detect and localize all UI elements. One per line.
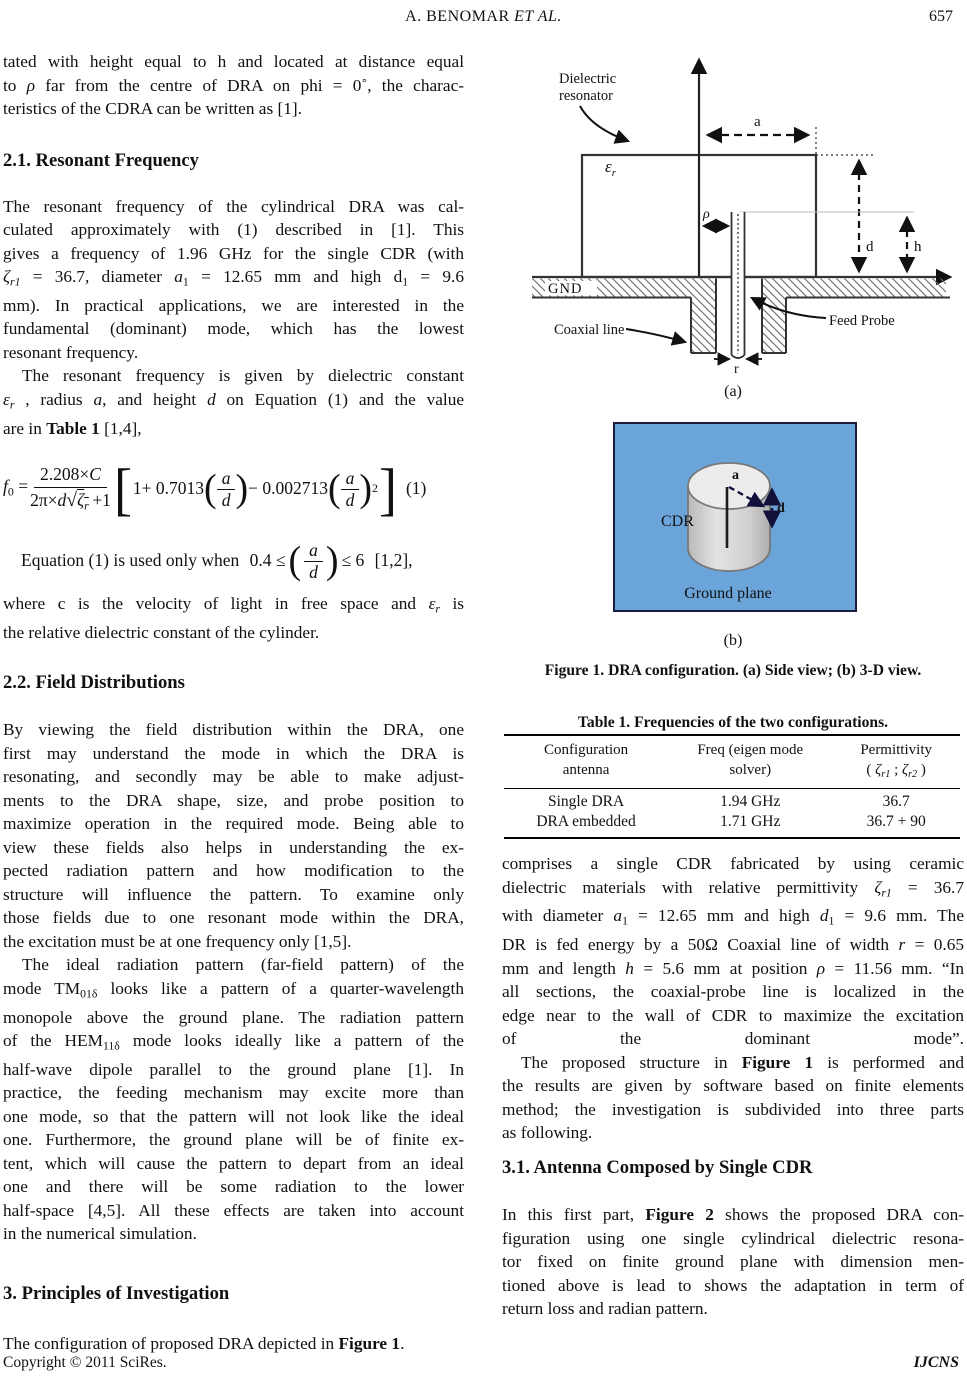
table-row: Single DRA 1.94 GHz 36.7 [547, 792, 910, 810]
left-column [3, 50, 464, 1355]
eq-lhs: $f_0$ = [3, 475, 29, 498]
paragraph-2-2-a: By viewing the field distribution within the DRA, one first may understand the mode in which the DRA is resonating, and secondly may be able to make adjust- ments to the DRA shape, size, and probe position to maximize operation in the required mode. Being able to view these fields also helps in understanding the ex- pected radiation pattern and how modification to the structure will influence the pattern. To examine only those fields due to one resonant mode within the DRA, the excitation must be at one frequency only [1,5]. [3, 720, 464, 951]
heading-3-1: 3.1. Antenna Composed by Single CDR [502, 1157, 813, 1178]
gnd-label: GND [548, 281, 583, 297]
feed-probe-label: Feed Probe [829, 313, 895, 329]
dim-a-label: a [754, 114, 761, 130]
paragraph-3-1: In this first part, Figure 2 shows the proposed DRA con- figuration using one single cylindrical dielectric resona- tor fixed on finite ground plane with dimension men- tioned above is lead to shows the adaptation in term of return loss and radian pattern. [502, 1205, 965, 1318]
page-number: 657 [929, 8, 953, 25]
dim-rho-label: ρ [703, 207, 710, 222]
footer-journal: IJCNS [913, 1354, 959, 1371]
paragraph-2-2-b: The ideal radiation pattern (far-field pattern) of the mode TM01δ looks like a pattern of a quarter-wavelength monopole above the ground plane. The radiation pattern of the HEM11δ mode looks ideally like a pattern of the half-wave dipole parallel to the ground plane [1]. In practice, the feeding mechanism may excite more than one mode, so that the pattern will not look like the ideal one. Furthermore, the ground plane will be of finite ex- tent, which will cause the pattern to depart from an ideal one and there will be some radiation to the lower half-space [4,5]. All these effects are taken into account in the numerical simulation. [3, 955, 464, 1244]
epsilon-r-label: $\varepsilon_r$ [605, 157, 616, 179]
dim-d-label: d [866, 239, 874, 255]
table-1-title: Table 1. Frequencies of the two configurations. [577, 714, 889, 731]
paragraph-intro: tated with height equal to h and located at distance equal to ρ far from the centre of DRA on phi = 0˚, the charac- teristics of the CDRA can be written as [1]. [3, 52, 464, 118]
paragraph-2-1-b: The resonant frequency is given by dielectric constant εr , radius a, and height d on Equation (1) and the value are in Table 1 [1,4], [3, 366, 465, 438]
caption-b: (b) [723, 632, 743, 649]
paragraph-where: where c is the velocity of light in free space and εr is the relative dielectric constant of the cylinder. [3, 594, 464, 642]
table-1-header: Configuration antenna Freq (eigen mode solver) Permittivity ( ζr1 ; ζr2 ) [504, 736, 960, 789]
dielectric-resonator-label2: resonator [559, 88, 613, 104]
equation-constraint: Equation (1) is used only when 0.4 ≤ ( a d ) ≤ 6 [1,2], [21, 539, 413, 583]
figure-1b-3d-view [613, 422, 857, 612]
heading-2-1: 2.1. Resonant Frequency [3, 149, 199, 171]
figure-1a-side-view [502, 48, 964, 400]
equation-1: $f_0$ = $\frac{2.208\times C}{2\pi\times d√\zeta r +1}$ [ 1+ 0.7013 ( a d ) − 0.002713 ( a d ) 2 ] (1) [3, 456, 427, 522]
eq-ad-fraction-1: a d [217, 468, 236, 509]
eq-main-fraction: $\frac{2.208\times C}{2\pi\times d√\zeta r +1}$ [30, 464, 111, 513]
coaxial-pointer [626, 329, 685, 342]
heading-3: 3. Principles of Investigation [3, 1282, 230, 1304]
footer-copyright: Copyright © 2011 SciRes. [3, 1354, 167, 1371]
heading-2-2: 2.2. Field Distributions [3, 672, 185, 694]
paragraph-comprises: comprises a single CDR fabricated by using ceramic dielectric materials with relative permittivity ζr1 = 36.7 with diameter a1 = 12.65 mm and high d1 = 9.6 mm. The DR is fed energy by a 50Ω Coaxial line of width r = 0.65 mm and length h = 5.6 mm at position ρ = 11.56 mm. “In all sections, the coaxial-probe line is localized in the edge near to the wall of CDR to maximize the excitation of the dominant mode”. The proposed structure in Figure 1 is performed and the results are given by software based on finite elements method; the investigation is subdivided into three parts as following. [502, 854, 965, 1143]
dielectric-pointer [580, 106, 628, 141]
dielectric-resonator-label: Dielectric [559, 71, 617, 87]
dim-d-label: d [777, 501, 785, 516]
cdr-label: CDR [661, 513, 694, 530]
coaxial-line-label: Coaxial line [554, 322, 625, 338]
table-1-body [504, 789, 960, 837]
ground-plane-label: Ground plane [684, 585, 772, 602]
table-row: DRA embedded 1.71 GHz 36.7 + 90 [536, 813, 926, 831]
dim-r-label: r [734, 362, 739, 377]
paragraph-2-1-a: The resonant frequency of the cylindrical DRA was cal- culated approximately with (1) described in [1]. This gives a frequency of 1.96 GHz for the single CDR (with ζr1 = 36.7, diameter a1 = 12.65 mm and high d1 = 9.6 mm). In practical applications, we are interested in the fundamental (dominant) mode, which has the lowest resonant frequency. [3, 196, 464, 362]
caption-a: (a) [724, 383, 742, 400]
table-1 [504, 734, 960, 839]
paragraph-3: The configuration of proposed DRA depicted in Figure 1. [3, 1333, 405, 1353]
figure-1-caption: Figure 1. DRA configuration. (a) Side view; (b) 3-D view. [544, 662, 922, 679]
dim-a-label: a [732, 468, 739, 483]
constraint-ad-fraction: a d [304, 540, 323, 581]
equation-number: (1) [405, 478, 427, 499]
page-header [0, 8, 967, 26]
dim-h-label: h [914, 239, 922, 255]
running-title: A. BENOMAR ET AL. [405, 8, 562, 25]
eq-ad-fraction-2: a d [341, 468, 360, 509]
